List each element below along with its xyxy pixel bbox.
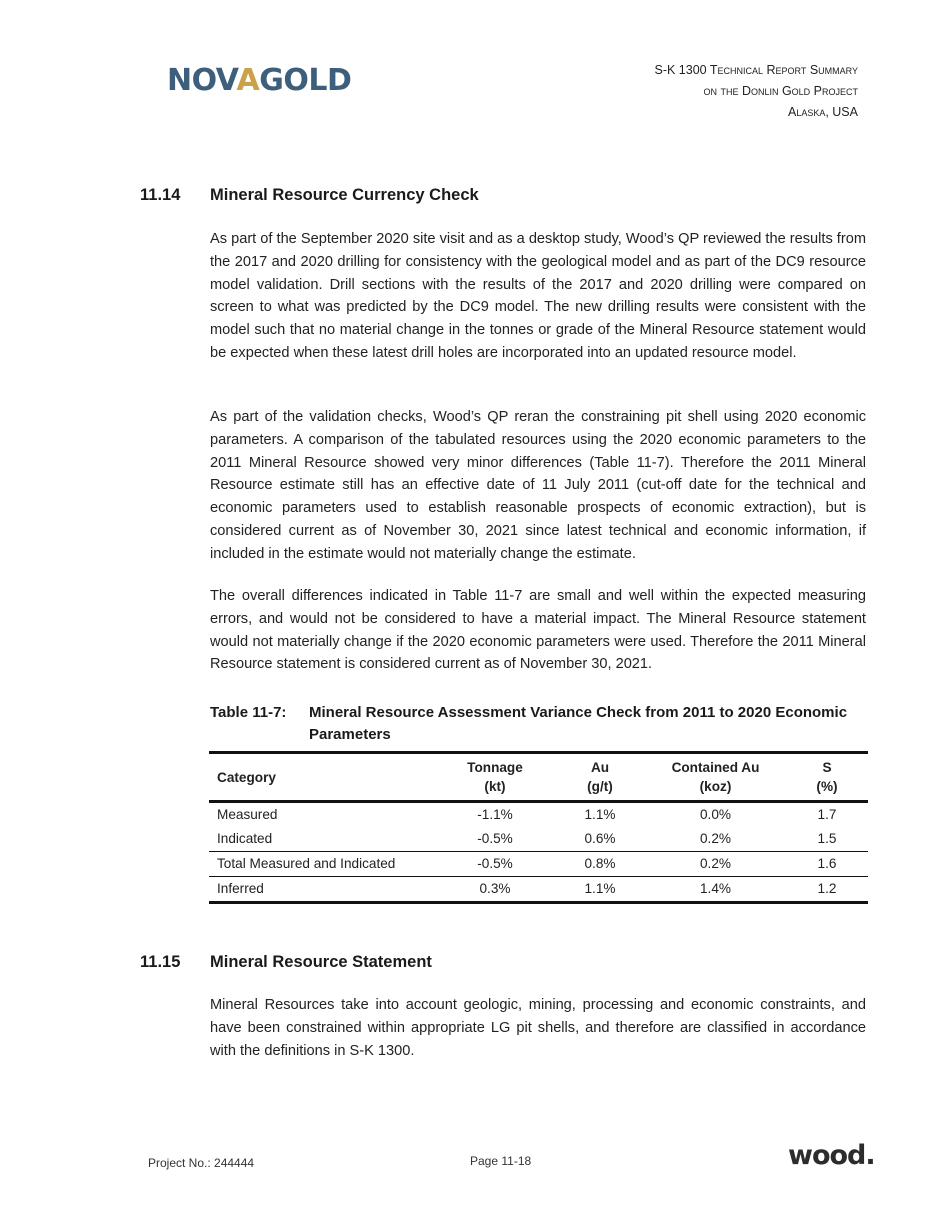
project-number: Project No.: 244444 — [148, 1156, 255, 1170]
header-line-location: Alaska, USA — [787, 105, 858, 119]
section-heading-11-15 — [140, 953, 432, 972]
cell-category: Measured — [217, 807, 278, 822]
cell-s: 1.6 — [786, 852, 868, 877]
table-row — [209, 877, 868, 903]
table-row — [209, 802, 868, 828]
section-number: 11.14 — [140, 186, 181, 204]
logo-text-suffix: GOLD — [259, 63, 352, 98]
logo-text-accent: A — [236, 63, 260, 98]
header-au: Au (g/t) — [555, 753, 645, 802]
cell-tonnage: 0.3% — [435, 877, 555, 903]
cell-tonnage: -1.1% — [477, 807, 513, 822]
header-tonnage: Tonnage (kt) — [435, 753, 555, 802]
header-s: S (%) — [786, 753, 868, 802]
cell-au: 1.1% — [584, 807, 616, 822]
header-line-report: S-K 1300 Technical Report Summary — [654, 63, 858, 77]
table-row — [209, 852, 868, 877]
cell-contained-au: 0.2% — [700, 831, 731, 846]
table-row — [209, 827, 868, 852]
section-title: Mineral Resource Currency Check — [210, 186, 479, 204]
cell-tonnage: -0.5% — [435, 852, 555, 877]
novagold-logo — [167, 64, 351, 98]
variance-table — [209, 751, 868, 904]
paragraph-currency-check-2: As part of the validation checks, Wood’s QP reran the constraining pit shell using 2020 economic parameters. A comparison of the tabulated resources using the 2020 economic parameters to the 2011 Mineral Resource showed very minor differences (Table 11-7). Therefore the 2011 Mineral Resource estimate still has an effective date of 11 July 2011 (cut-off date for the technical and economic parameters used to establish reasonable prospects of economic extraction), but is considered current as of November 30, 2021 since latest technical and economic information, if included in the estimate would not materially change the estimate. — [210, 409, 866, 562]
header-contained-au: Contained Au (koz) — [645, 753, 786, 802]
cell-au: 1.1% — [555, 877, 645, 903]
page-number: Page 11-18 — [470, 1154, 532, 1168]
paragraph-currency-check-1: As part of the September 2020 site visit and as a desktop study, Wood’s QP reviewed the results from the 2017 and 2020 drilling for consistency with the geological model and as part of the DC9 resource model validation. Drill sections with the results of the 2017 and 2020 drilling were compared on screen to what was predicted by the DC9 model. The new drilling results were consistent with the model such that no material change in the tonnes or grade of the Mineral Resource statement would be expected when these latest drill holes are incorporated into an updated resource model. — [210, 231, 866, 361]
cell-tonnage: -0.5% — [477, 831, 513, 846]
cell-category: Inferred — [209, 877, 435, 903]
wood-logo: wood. — [788, 1140, 875, 1171]
cell-contained-au: 0.0% — [700, 807, 731, 822]
cell-au: 0.6% — [584, 831, 616, 846]
report-header — [655, 60, 859, 123]
section-title: Mineral Resource Statement — [210, 953, 432, 971]
header-line-project: on the Donlin Gold Project — [703, 84, 858, 98]
cell-category: Total Measured and Indicated — [209, 852, 435, 877]
header-category: Category — [209, 753, 435, 802]
table-caption-label: Table 11-7: — [210, 704, 287, 721]
table-header-row — [209, 753, 868, 802]
paragraph-currency-check-3: The overall differences indicated in Table 11-7 are small and well within the expected measuring errors, and would not be considered to have a material impact. The Mineral Resource statement would not materially change if the 2020 economic parameters were used. Therefore the 2011 Mineral Resource statement is considered current as of November 30, 2021. — [210, 588, 866, 673]
table-caption-title: Mineral Resource Assessment Variance Check from 2011 to 2020 Economic Parameters — [309, 704, 848, 743]
section-heading-11-14 — [140, 186, 479, 205]
cell-category: Indicated — [217, 831, 273, 846]
section-number: 11.15 — [140, 953, 181, 971]
cell-s: 1.2 — [786, 877, 868, 903]
paragraph-resource-statement: Mineral Resources take into account geologic, mining, processing and economic constraints, and have been constrained within appropriate LG pit shells, and therefore are classified in accordance with the definitions in S-K 1300. — [210, 997, 866, 1059]
cell-s: 1.7 — [817, 807, 837, 822]
cell-contained-au: 1.4% — [645, 877, 786, 903]
table-caption — [210, 702, 866, 746]
cell-au: 0.8% — [555, 852, 645, 877]
logo-text-prefix: NOV — [167, 63, 237, 98]
cell-contained-au: 0.2% — [645, 852, 786, 877]
cell-s: 1.5 — [817, 831, 837, 846]
